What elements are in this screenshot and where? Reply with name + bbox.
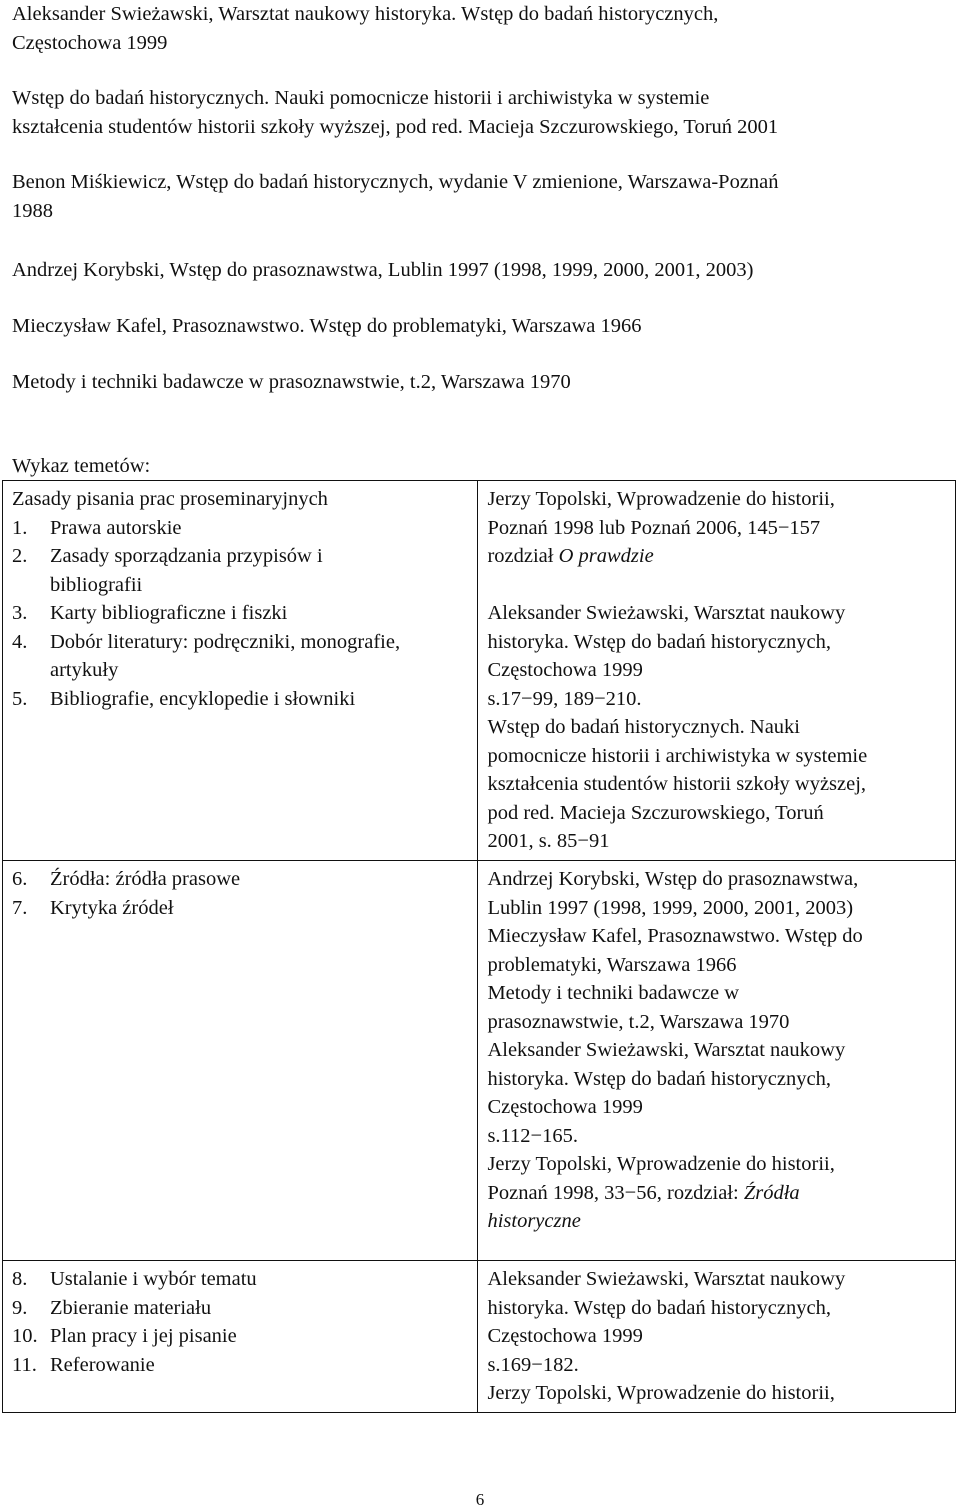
topic-number: 6. [12, 868, 28, 890]
literature-line: Poznań 1998 lub Poznań 2006, 145−157 [487, 516, 821, 539]
literature-line: Mieczysław Kafel, Prasoznawstwo. Wstęp do [487, 925, 863, 947]
literature-line: rozdział O prawdzie [487, 545, 654, 567]
reference-line: Częstochowa 1999 [12, 31, 168, 54]
topic-list [12, 514, 469, 714]
literature-line: Lublin 1997 (1998, 1999, 2000, 2001, 2003) [487, 896, 854, 919]
topic-text: Zasady sporządzania przypisów i bibliografii [50, 545, 323, 596]
literature-line: Częstochowa 1999 [487, 1096, 643, 1118]
topic-number: 9. [12, 1296, 28, 1319]
table-row [3, 861, 956, 1261]
topic-number: 11. [12, 1353, 37, 1376]
topic-item [12, 894, 469, 923]
reference-line: Andrzej Korybski, Wstęp do prasoznawstwa, Lublin 1997 (1998, 1999, 2000, 2001, 2003) [12, 259, 754, 281]
topic-item [12, 865, 469, 894]
topic-text: Krytyka źródeł [50, 896, 174, 919]
topic-number: 3. [12, 602, 28, 624]
topic-number: 7. [12, 896, 28, 919]
italic-title: historyczne [487, 1210, 581, 1232]
topic-text: Dobór literatury: podręczniki, monografie, artykuły [50, 630, 401, 681]
literature-spacer [487, 571, 947, 600]
literature-line: Aleksander Swieżawski, Warsztat naukowy [487, 1039, 846, 1061]
reference-line: Benon Miśkiewicz, Wstęp do badań historycznych, wydanie V zmienione, Warszawa-Poznań [12, 171, 779, 193]
reference-line: kształcenia studentów historii szkoły wyższej, pod red. Macieja Szczurowskiego, Toruń 2001 [12, 115, 779, 138]
topics-heading: Wykaz temetów: [12, 455, 151, 477]
topic-text: Referowanie [50, 1353, 155, 1376]
reference-3 [12, 168, 952, 225]
topic-item [12, 1351, 469, 1380]
topic-item [12, 1322, 469, 1351]
literature-line: pod red. Macieja Szczurowskiego, Toruń [487, 801, 824, 824]
table-row [3, 1261, 956, 1413]
literature-cell [478, 481, 956, 861]
literature-line: s.169−182. [487, 1353, 579, 1376]
literature-line: s.17−99, 189−210. [487, 687, 642, 710]
literature-line: historyka. Wstęp do badań historycznych, [487, 630, 831, 653]
literature-line: Częstochowa 1999 [487, 659, 643, 681]
literature-line: Poznań 1998, 33−56, rozdział: Źródła [487, 1181, 800, 1204]
reference-line: Mieczysław Kafel, Prasoznawstwo. Wstęp do problematyki, Warszawa 1966 [12, 315, 642, 337]
topics-cell [3, 1261, 478, 1413]
topic-item [12, 599, 469, 628]
literature-line: problematyki, Warszawa 1966 [487, 953, 737, 976]
italic-title: O prawdzie [558, 545, 654, 567]
literature-line: Jerzy Topolski, Wprowadzenie do historii, [487, 1153, 835, 1175]
reference-1 [12, 0, 952, 57]
reference-line: Wstęp do badań historycznych. Nauki pomocnicze historii i archiwistyka w systemie [12, 87, 710, 109]
literature-line: kształcenia studentów historii szkoły wyższej, [487, 773, 867, 795]
topic-item [12, 628, 469, 685]
topic-text: Zbieranie materiału [50, 1296, 212, 1319]
literature-cell [478, 1261, 956, 1413]
topic-number: 4. [12, 630, 28, 653]
literature-line: historyka. Wstęp do badań historycznych, [487, 1067, 831, 1090]
topics-table [2, 480, 956, 1413]
topic-item [12, 514, 469, 543]
topic-text: Plan pracy i jej pisanie [50, 1325, 237, 1347]
literature-line: Aleksander Swieżawski, Warsztat naukowy [487, 602, 846, 624]
topic-number: 5. [12, 687, 28, 710]
reference-6 [12, 368, 952, 397]
topic-number: 10. [12, 1325, 38, 1347]
literature-line: s.112−165. [487, 1124, 578, 1147]
topic-list [12, 1265, 469, 1379]
literature-line: Wstęp do badań historycznych. Nauki [487, 716, 800, 738]
literature-line: Częstochowa 1999 [487, 1325, 643, 1347]
topic-text: Bibliografie, encyklopedie i słowniki [50, 687, 356, 710]
topic-text: Prawa autorskie [50, 516, 182, 539]
literature-line: Aleksander Swieżawski, Warsztat naukowy [487, 1268, 846, 1290]
italic-title: Źródła [743, 1181, 800, 1204]
topics-cell [3, 861, 478, 1261]
literature-line: historyka. Wstęp do badań historycznych, [487, 1296, 831, 1319]
literature-line: Andrzej Korybski, Wstęp do prasoznawstwa, [487, 868, 859, 890]
literature-line: 2001, s. 85−91 [487, 830, 610, 852]
topic-item [12, 1294, 469, 1323]
topic-item [12, 685, 469, 714]
topics-cell [3, 481, 478, 861]
topic-number: 1. [12, 516, 28, 539]
topic-list [12, 865, 469, 922]
literature-line: Metody i techniki badawcze w [487, 982, 740, 1004]
reference-4 [12, 256, 952, 285]
page-number: 6 [475, 1490, 485, 1509]
section-title: Zasady pisania prac proseminaryjnych [12, 488, 328, 510]
literature-line: prasoznawstwie, t.2, Warszawa 1970 [487, 1010, 790, 1033]
topic-item [12, 1265, 469, 1294]
reference-2 [12, 84, 952, 141]
topic-text: Ustalanie i wybór tematu [50, 1268, 257, 1290]
reference-line: Metody i techniki badawcze w prasoznawstwie, t.2, Warszawa 1970 [12, 371, 571, 393]
literature-line: Jerzy Topolski, Wprowadzenie do historii, [487, 1382, 835, 1404]
reference-line: Aleksander Swieżawski, Warsztat naukowy historyka. Wstęp do badań historycznych, [12, 3, 719, 25]
literature-line: Jerzy Topolski, Wprowadzenie do historii, [487, 488, 835, 510]
reference-5 [12, 312, 952, 341]
literature-cell [478, 861, 956, 1261]
topic-text: Źródła: źródła prasowe [50, 868, 241, 890]
topic-number: 8. [12, 1268, 28, 1290]
table-row [3, 481, 956, 861]
reference-line: 1988 [12, 199, 53, 222]
literature-line: pomocnicze historii i archiwistyka w systemie [487, 744, 868, 767]
topic-number: 2. [12, 545, 28, 567]
topic-text: Karty bibliograficzne i fiszki [50, 602, 288, 624]
topic-item [12, 542, 469, 599]
literature-line [487, 1207, 947, 1236]
